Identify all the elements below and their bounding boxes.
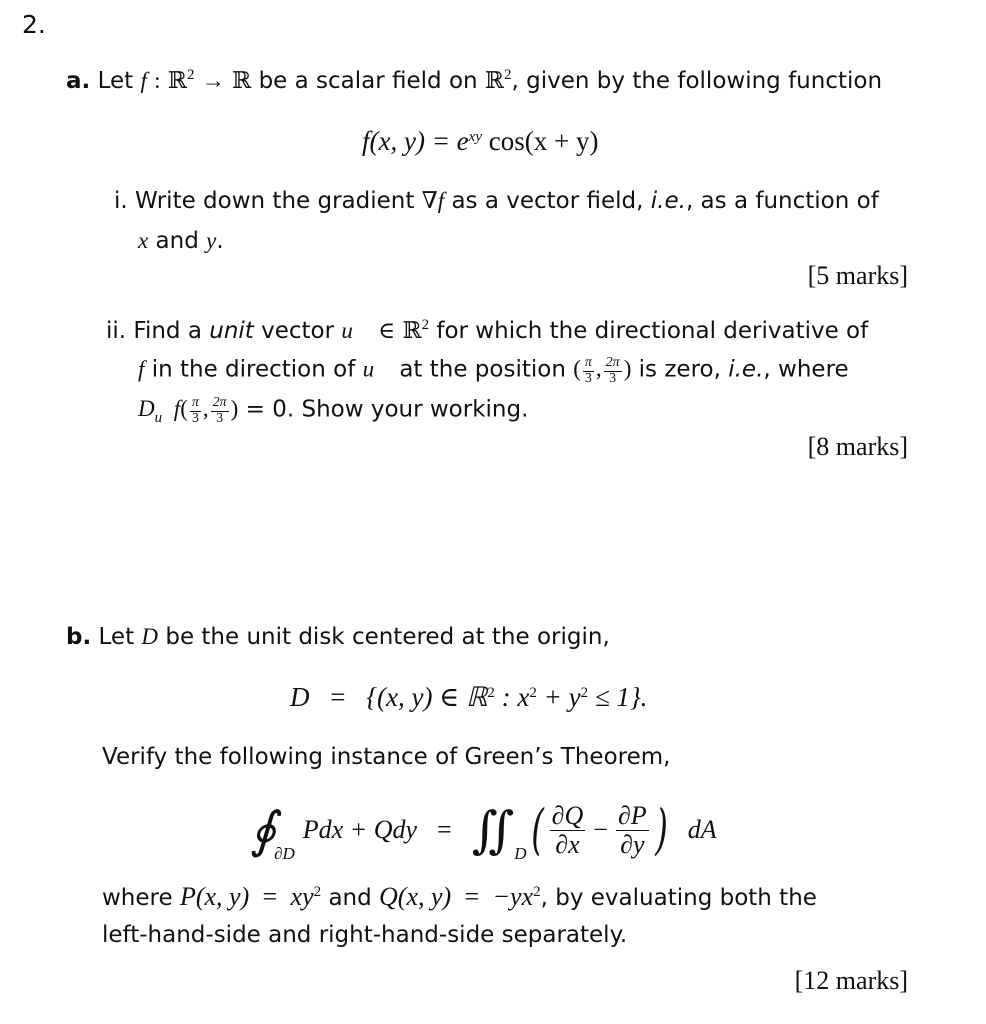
part-a-i-line1: i. Write down the gradient ∇f as a vector field, i.e., as a function of: [114, 188, 879, 214]
part-a-ii-line3: $D_{u⃗}f$( $\frac{\pi}{3}$ , $\frac{2\pi}{3}$ ) = 0. Show your working.: [138, 395, 529, 427]
part-a-i-marks: [5 marks]: [807, 261, 908, 290]
greens-theorem: ∮ ∂D Pdx + Qdy = ∬ D ( $\frac{\partial Q}{\partial x}$ − $\frac{\partial P}{\partial y}$ ) dA: [250, 798, 717, 863]
where-line: where P(x, $y) = xy^2$ and Q(x, $y) = -yx^2$, by evaluating both the: [102, 882, 817, 911]
where-line2: left-hand-side and right-hand-side separately.: [102, 922, 628, 948]
part-b-intro: b. Let D be the unit disk centered at the origin,: [66, 624, 610, 650]
part-b-marks: [12 marks]: [794, 966, 908, 995]
part-a-ii-line2: f in the direction of u⃗ at the position ( $\frac{\pi}{3}$ , $\frac{2\pi}{3}$ ) is zero, i.e., where: [138, 355, 849, 386]
part-b-label: b.: [66, 624, 92, 650]
question-number: 2.: [22, 10, 46, 39]
part-a-equation: f(x, $y) = e^{xy}$ cos(x + y): [362, 126, 599, 156]
part-a-intro: a. Let f : ℝ$^2$ → ℝ be a scalar field on ℝ$^2$, given by the following function: [66, 67, 883, 94]
verify-line: Verify the following instance of Green’s Theorem,: [102, 744, 671, 770]
part-a-ii-marks: [8 marks]: [807, 432, 908, 461]
part-a-ii-line1: ii. Find a unit vector u⃗ ∈ ℝ$^2$ for which the directional derivative of: [106, 317, 869, 344]
set-definition: D = {(x, y) ∈ ℝ$^2$ : $x^2 + y^2 \le 1$}.: [290, 682, 648, 712]
part-a-i-line2: x and y.: [138, 228, 224, 254]
part-a-label: a.: [66, 68, 91, 94]
